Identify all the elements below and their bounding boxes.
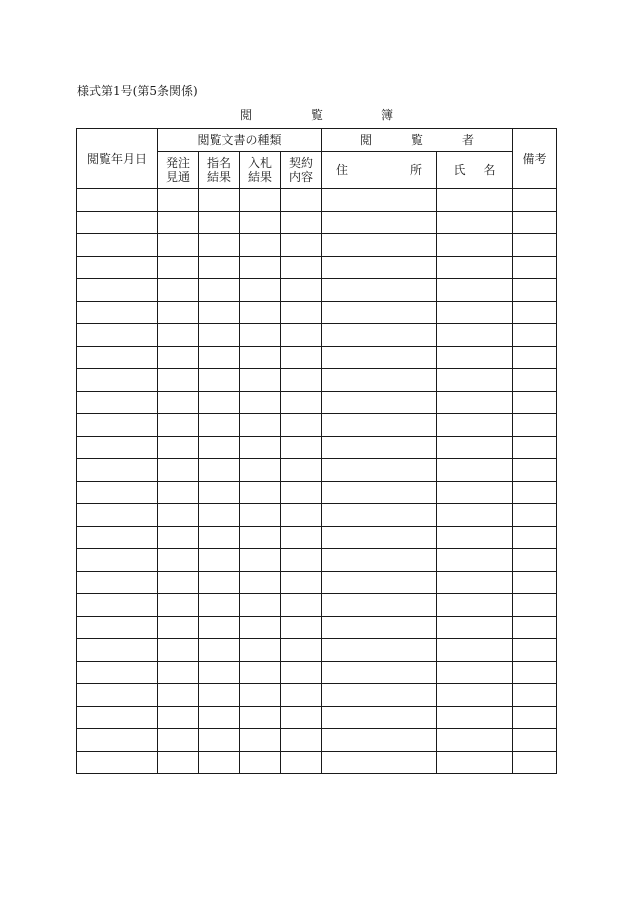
cell-name <box>437 751 513 774</box>
cell-bid-result <box>240 234 281 257</box>
cell-order-forecast <box>158 751 199 774</box>
cell-order-forecast <box>158 526 199 549</box>
header-viewer-group <box>322 129 513 152</box>
cell-address <box>322 616 437 639</box>
cell-name <box>437 391 513 414</box>
cell-date <box>77 391 158 414</box>
cell-contract-details <box>281 729 322 752</box>
cell-name <box>437 369 513 392</box>
table-row <box>77 414 557 437</box>
cell-contract-details <box>281 369 322 392</box>
cell-date <box>77 616 158 639</box>
cell-order-forecast <box>158 301 199 324</box>
cell-bid-result <box>240 436 281 459</box>
cell-order-forecast <box>158 616 199 639</box>
cell-address <box>322 301 437 324</box>
table-row <box>77 436 557 459</box>
cell-remarks <box>513 751 557 774</box>
cell-bid-result <box>240 594 281 617</box>
cell-contract-details <box>281 346 322 369</box>
header-doc-type-order-forecast: 発注 見通 <box>158 152 199 189</box>
cell-nomination-result <box>199 481 240 504</box>
cell-remarks <box>513 211 557 234</box>
cell-remarks <box>513 414 557 437</box>
cell-address <box>322 391 437 414</box>
cell-date <box>77 369 158 392</box>
cell-bid-result <box>240 256 281 279</box>
cell-nomination-result <box>199 549 240 572</box>
cell-name <box>437 594 513 617</box>
table-row <box>77 526 557 549</box>
table-row <box>77 684 557 707</box>
cell-date <box>77 504 158 527</box>
cell-name <box>437 301 513 324</box>
cell-order-forecast <box>158 391 199 414</box>
cell-bid-result <box>240 571 281 594</box>
table-row <box>77 661 557 684</box>
table-row <box>77 706 557 729</box>
cell-bid-result <box>240 459 281 482</box>
cell-order-forecast <box>158 639 199 662</box>
cell-bid-result <box>240 706 281 729</box>
title-char-1: 閲 <box>240 108 253 122</box>
cell-order-forecast <box>158 189 199 212</box>
header-doc-type-contract-details: 契約 内容 <box>281 152 322 189</box>
cell-remarks <box>513 459 557 482</box>
title-char-3: 簿 <box>381 108 394 122</box>
cell-order-forecast <box>158 369 199 392</box>
cell-nomination-result <box>199 594 240 617</box>
cell-remarks <box>513 436 557 459</box>
table-row <box>77 391 557 414</box>
cell-address <box>322 279 437 302</box>
header-remarks: 備考 <box>513 129 557 189</box>
cell-nomination-result <box>199 751 240 774</box>
cell-nomination-result <box>199 346 240 369</box>
cell-name <box>437 414 513 437</box>
cell-date <box>77 751 158 774</box>
cell-nomination-result <box>199 211 240 234</box>
viewer-group-char-2: 覧 <box>411 133 424 147</box>
cell-address <box>322 369 437 392</box>
cell-address <box>322 481 437 504</box>
table-row <box>77 211 557 234</box>
cell-bid-result <box>240 279 281 302</box>
cell-date <box>77 256 158 279</box>
table-row <box>77 594 557 617</box>
cell-nomination-result <box>199 414 240 437</box>
table-row <box>77 346 557 369</box>
cell-contract-details <box>281 616 322 639</box>
cell-remarks <box>513 481 557 504</box>
table-row <box>77 324 557 347</box>
viewer-group-char-3: 者 <box>462 133 475 147</box>
cell-name <box>437 279 513 302</box>
cell-remarks <box>513 391 557 414</box>
cell-nomination-result <box>199 189 240 212</box>
cell-contract-details <box>281 414 322 437</box>
cell-nomination-result <box>199 256 240 279</box>
cell-bid-result <box>240 211 281 234</box>
cell-bid-result <box>240 751 281 774</box>
cell-address <box>322 414 437 437</box>
header-doc-type-bid-result: 入札 結果 <box>240 152 281 189</box>
cell-date <box>77 414 158 437</box>
cell-bid-result <box>240 346 281 369</box>
cell-name <box>437 504 513 527</box>
cell-contract-details <box>281 571 322 594</box>
cell-date <box>77 459 158 482</box>
cell-remarks <box>513 324 557 347</box>
header-document-type-group: 閲覧文書の種類 <box>158 129 322 152</box>
table-row <box>77 571 557 594</box>
cell-date <box>77 729 158 752</box>
cell-date <box>77 526 158 549</box>
cell-order-forecast <box>158 661 199 684</box>
document-title <box>238 107 398 123</box>
cell-address <box>322 189 437 212</box>
cell-address <box>322 256 437 279</box>
cell-address <box>322 684 437 707</box>
cell-contract-details <box>281 504 322 527</box>
cell-name <box>437 661 513 684</box>
cell-contract-details <box>281 751 322 774</box>
cell-nomination-result <box>199 571 240 594</box>
cell-address <box>322 661 437 684</box>
cell-name <box>437 256 513 279</box>
header-row-1 <box>77 129 557 152</box>
cell-bid-result <box>240 639 281 662</box>
cell-order-forecast <box>158 256 199 279</box>
cell-date <box>77 549 158 572</box>
cell-address <box>322 594 437 617</box>
cell-remarks <box>513 661 557 684</box>
cell-name <box>437 189 513 212</box>
cell-address <box>322 549 437 572</box>
cell-address <box>322 706 437 729</box>
form-label: 様式第1号(第5条関係) <box>77 84 198 98</box>
cell-address <box>322 504 437 527</box>
header-doc-type-nomination-result: 指名 結果 <box>199 152 240 189</box>
cell-bid-result <box>240 324 281 347</box>
cell-contract-details <box>281 526 322 549</box>
cell-order-forecast <box>158 414 199 437</box>
cell-name <box>437 706 513 729</box>
cell-address <box>322 526 437 549</box>
cell-order-forecast <box>158 324 199 347</box>
cell-name <box>437 526 513 549</box>
address-char-2: 所 <box>410 163 423 177</box>
cell-order-forecast <box>158 504 199 527</box>
cell-nomination-result <box>199 616 240 639</box>
cell-nomination-result <box>199 661 240 684</box>
cell-remarks <box>513 369 557 392</box>
cell-contract-details <box>281 459 322 482</box>
cell-order-forecast <box>158 684 199 707</box>
cell-contract-details <box>281 481 322 504</box>
cell-date <box>77 706 158 729</box>
cell-nomination-result <box>199 301 240 324</box>
table-row <box>77 549 557 572</box>
cell-contract-details <box>281 391 322 414</box>
cell-order-forecast <box>158 279 199 302</box>
table-row <box>77 301 557 324</box>
cell-contract-details <box>281 234 322 257</box>
cell-name <box>437 639 513 662</box>
cell-remarks <box>513 189 557 212</box>
cell-contract-details <box>281 324 322 347</box>
cell-date <box>77 189 158 212</box>
cell-name <box>437 346 513 369</box>
cell-bid-result <box>240 684 281 707</box>
address-char-1: 住 <box>336 163 349 177</box>
cell-bid-result <box>240 729 281 752</box>
cell-contract-details <box>281 549 322 572</box>
table-row <box>77 504 557 527</box>
cell-order-forecast <box>158 549 199 572</box>
cell-date <box>77 481 158 504</box>
cell-order-forecast <box>158 436 199 459</box>
table-row <box>77 234 557 257</box>
cell-nomination-result <box>199 279 240 302</box>
table-row <box>77 279 557 302</box>
cell-nomination-result <box>199 706 240 729</box>
cell-remarks <box>513 234 557 257</box>
cell-nomination-result <box>199 369 240 392</box>
cell-nomination-result <box>199 639 240 662</box>
table-row <box>77 751 557 774</box>
cell-date <box>77 279 158 302</box>
cell-contract-details <box>281 661 322 684</box>
cell-bid-result <box>240 369 281 392</box>
cell-nomination-result <box>199 436 240 459</box>
header-name <box>437 152 513 189</box>
cell-date <box>77 234 158 257</box>
cell-remarks <box>513 346 557 369</box>
cell-bid-result <box>240 504 281 527</box>
header-viewing-date: 閲覧年月日 <box>77 129 158 189</box>
cell-date <box>77 346 158 369</box>
cell-contract-details <box>281 301 322 324</box>
cell-remarks <box>513 729 557 752</box>
cell-order-forecast <box>158 729 199 752</box>
cell-order-forecast <box>158 571 199 594</box>
table-row <box>77 369 557 392</box>
cell-order-forecast <box>158 594 199 617</box>
cell-nomination-result <box>199 684 240 707</box>
cell-bid-result <box>240 189 281 212</box>
cell-name <box>437 684 513 707</box>
cell-contract-details <box>281 256 322 279</box>
cell-remarks <box>513 639 557 662</box>
cell-order-forecast <box>158 234 199 257</box>
cell-address <box>322 751 437 774</box>
viewing-ledger-table <box>76 128 557 774</box>
cell-remarks <box>513 549 557 572</box>
cell-name <box>437 481 513 504</box>
cell-date <box>77 324 158 347</box>
cell-remarks <box>513 279 557 302</box>
cell-nomination-result <box>199 391 240 414</box>
cell-contract-details <box>281 189 322 212</box>
title-char-2: 覧 <box>311 108 324 122</box>
cell-order-forecast <box>158 481 199 504</box>
cell-name <box>437 571 513 594</box>
cell-bid-result <box>240 414 281 437</box>
table-row <box>77 189 557 212</box>
table-row <box>77 459 557 482</box>
cell-remarks <box>513 594 557 617</box>
ledger-body <box>77 189 557 774</box>
cell-date <box>77 436 158 459</box>
cell-bid-result <box>240 391 281 414</box>
header-address <box>322 152 437 189</box>
cell-name <box>437 549 513 572</box>
cell-bid-result <box>240 481 281 504</box>
cell-remarks <box>513 684 557 707</box>
cell-remarks <box>513 256 557 279</box>
cell-name <box>437 459 513 482</box>
cell-name <box>437 616 513 639</box>
cell-remarks <box>513 571 557 594</box>
cell-address <box>322 234 437 257</box>
cell-order-forecast <box>158 706 199 729</box>
cell-remarks <box>513 301 557 324</box>
cell-contract-details <box>281 436 322 459</box>
cell-bid-result <box>240 661 281 684</box>
cell-order-forecast <box>158 459 199 482</box>
table-row <box>77 639 557 662</box>
cell-bid-result <box>240 526 281 549</box>
cell-remarks <box>513 526 557 549</box>
cell-address <box>322 459 437 482</box>
cell-nomination-result <box>199 234 240 257</box>
cell-nomination-result <box>199 504 240 527</box>
cell-nomination-result <box>199 459 240 482</box>
cell-order-forecast <box>158 346 199 369</box>
cell-name <box>437 211 513 234</box>
cell-contract-details <box>281 706 322 729</box>
cell-remarks <box>513 616 557 639</box>
table-row <box>77 729 557 752</box>
cell-name <box>437 436 513 459</box>
cell-name <box>437 324 513 347</box>
cell-address <box>322 346 437 369</box>
cell-address <box>322 436 437 459</box>
cell-date <box>77 211 158 234</box>
table-row <box>77 481 557 504</box>
cell-order-forecast <box>158 211 199 234</box>
cell-contract-details <box>281 211 322 234</box>
viewer-group-char-1: 閲 <box>360 133 373 147</box>
cell-date <box>77 661 158 684</box>
cell-remarks <box>513 706 557 729</box>
cell-address <box>322 324 437 347</box>
name-char-1: 氏 <box>453 163 466 177</box>
cell-bid-result <box>240 301 281 324</box>
cell-nomination-result <box>199 324 240 347</box>
cell-name <box>437 729 513 752</box>
cell-nomination-result <box>199 729 240 752</box>
table-row <box>77 256 557 279</box>
cell-address <box>322 211 437 234</box>
cell-date <box>77 594 158 617</box>
table-row <box>77 616 557 639</box>
cell-contract-details <box>281 594 322 617</box>
cell-address <box>322 571 437 594</box>
cell-name <box>437 234 513 257</box>
cell-date <box>77 684 158 707</box>
name-char-2: 名 <box>483 163 496 177</box>
cell-address <box>322 639 437 662</box>
cell-remarks <box>513 504 557 527</box>
cell-address <box>322 729 437 752</box>
cell-nomination-result <box>199 526 240 549</box>
cell-date <box>77 639 158 662</box>
cell-bid-result <box>240 549 281 572</box>
cell-contract-details <box>281 684 322 707</box>
cell-contract-details <box>281 279 322 302</box>
cell-date <box>77 571 158 594</box>
cell-date <box>77 301 158 324</box>
cell-contract-details <box>281 639 322 662</box>
cell-bid-result <box>240 616 281 639</box>
